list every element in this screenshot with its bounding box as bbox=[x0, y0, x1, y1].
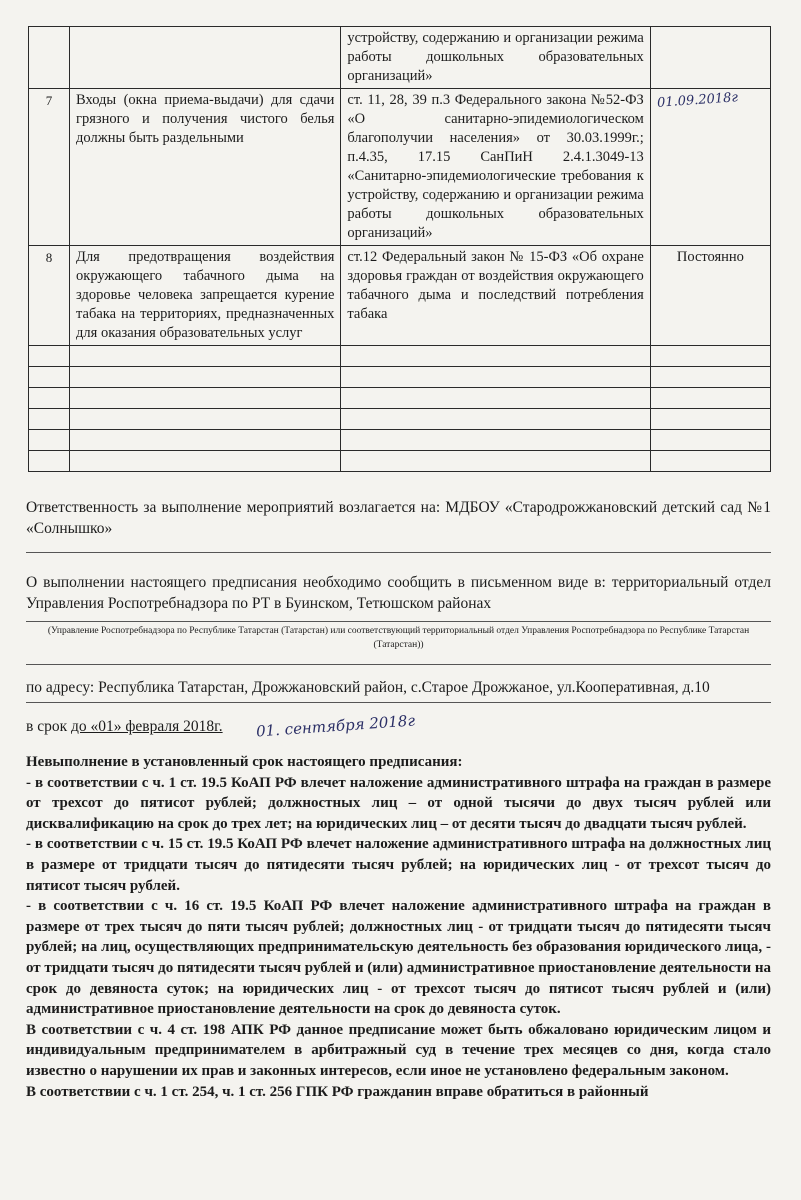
table-row-empty bbox=[29, 451, 771, 472]
measure-cell: Для предотвращения воздействия окружающего табачного дыма на здоровье человека запрещается курение табака на территориях, предназначенных для оказания образовательных услуг bbox=[70, 246, 341, 346]
table-row-empty bbox=[29, 367, 771, 388]
table-row bbox=[29, 27, 771, 89]
address-text: по адресу: Республика Татарстан, Дрожжановский район, с.Старое Дрожжаное, ул.Кооперативная, д.10 bbox=[26, 679, 710, 696]
divider bbox=[26, 552, 771, 553]
legal-basis-cell: устройству, содержанию и организации режима работы дошкольных образовательных организаций» bbox=[341, 27, 650, 89]
deadline-value: до «01» февраля 2018г. bbox=[70, 718, 223, 735]
table-row bbox=[29, 89, 771, 246]
measure-cell: Входы (окна приема-выдачи) для сдачи грязного и получения чистого белья должны быть раздельными bbox=[70, 89, 341, 246]
divider bbox=[26, 702, 771, 703]
measure-cell bbox=[70, 27, 341, 89]
appeal-paragraph: В соответствии с ч. 1 ст. 254, ч. 1 ст. 256 ГПК РФ гражданин вправе обратиться в районный bbox=[26, 1083, 649, 1100]
handwritten-deadline: 01.09.2018г bbox=[656, 90, 739, 111]
row-number bbox=[29, 27, 70, 89]
penalty-paragraph: - в соответствии с ч. 15 ст. 19.5 КоАП РФ влечет наложение административного штрафа на должностных лиц в размере от тридцати тысяч до пятидесяти тысяч рублей; на юридических лиц - от трехсот тысяч до пятисот тысяч рублей. bbox=[26, 836, 771, 894]
deadline-cell bbox=[650, 89, 770, 246]
table-row-empty bbox=[29, 430, 771, 451]
deadline-prefix: в срок bbox=[26, 718, 71, 735]
table-row-empty bbox=[29, 409, 771, 430]
penalties-heading: Невыполнение в установленный срок настоящего предписания: bbox=[26, 754, 463, 770]
table-row-empty bbox=[29, 388, 771, 409]
requirements-table bbox=[28, 26, 771, 472]
table-row-empty bbox=[29, 346, 771, 367]
responsibility-text: Ответственность за выполнение мероприятий возлагается на: МДБОУ «Стародрожжановский детский сад №1 «Солнышко» bbox=[26, 499, 771, 537]
penalty-paragraph: - в соответствии с ч. 16 ст. 19.5 КоАП РФ влечет наложение административного штрафа на граждан в размере от трех тысяч до пяти тысяч рублей; должностных лиц - от тридцати тысяч до пятидесяти тысяч рублей; на лиц, осуществляющих предпринимательскую деятельность без образования юридического лица, - от тридцати тысяч до пятидесяти тысяч рублей и (или) административное приостановление деятельности на срок до девяноста суток; на юридических лиц - от трехсот тысяч до пятисот тысяч рублей и (или) административное приостановление деятельности на срок до девяноста суток. bbox=[26, 898, 771, 1018]
appeal-paragraph: В соответствии с ч. 4 ст. 198 АПК РФ данное предписание может быть обжаловано юридическим лицом и индивидуальным предпринимателем в арбитражный суд в течение трех месяцев со дня, когда стало известно о нарушении их прав и законных интересов, если иное не установлено федеральным законом. bbox=[26, 1021, 771, 1079]
divider bbox=[26, 664, 771, 665]
divider bbox=[26, 621, 771, 622]
deadline-line bbox=[26, 711, 771, 741]
legal-basis-cell: ст. 11, 28, 39 п.3 Федерального закона №52-ФЗ «О санитарно-эпидемиологическом благополучии населения» от 30.03.1999г.; п.4.35, 17.15 СанПиН 2.4.1.3049-13 «Санитарно-эпидемиологические требования к устройству, содержанию и организации режима работы дошкольных образовательных организаций» bbox=[341, 89, 650, 246]
handwritten-new-deadline: 01. сентября 2018г bbox=[256, 711, 417, 741]
notification-text: О выполнении настоящего предписания необходимо сообщить в письменном виде в: территориальный отдел Управления Роспотребнадзора по РТ в Буинском, Тетюшском районах bbox=[26, 574, 771, 612]
row-number: 7 bbox=[29, 89, 70, 246]
notification-caption: (Управление Роспотребнадзора по Республике Татарстан (Татарстан) или соответствующий территориальный отдел Управления Роспотребнадзора по Республике Татарстан (Татарстан)) bbox=[47, 626, 750, 650]
row-number: 8 bbox=[29, 246, 70, 346]
legal-basis-cell: ст.12 Федеральный закон № 15-ФЗ «Об охране здоровья граждан от воздействия окружающего табачного дыма и последствий потребления табака bbox=[341, 246, 650, 346]
table-row bbox=[29, 246, 771, 346]
penalties-section bbox=[26, 752, 771, 1102]
penalty-paragraph: - в соответствии с ч. 1 ст. 19.5 КоАП РФ влечет наложение административного штрафа на граждан в размере от трехсот до пятисот рублей; должностных лиц – от одной тысячи до двух тысяч рублей или дисквалификацию на срок до трех лет; на юридических лиц – от десяти тысяч до двадцати тысяч рублей. bbox=[26, 774, 771, 832]
deadline-cell bbox=[650, 27, 770, 89]
deadline-cell: Постоянно bbox=[650, 246, 770, 346]
